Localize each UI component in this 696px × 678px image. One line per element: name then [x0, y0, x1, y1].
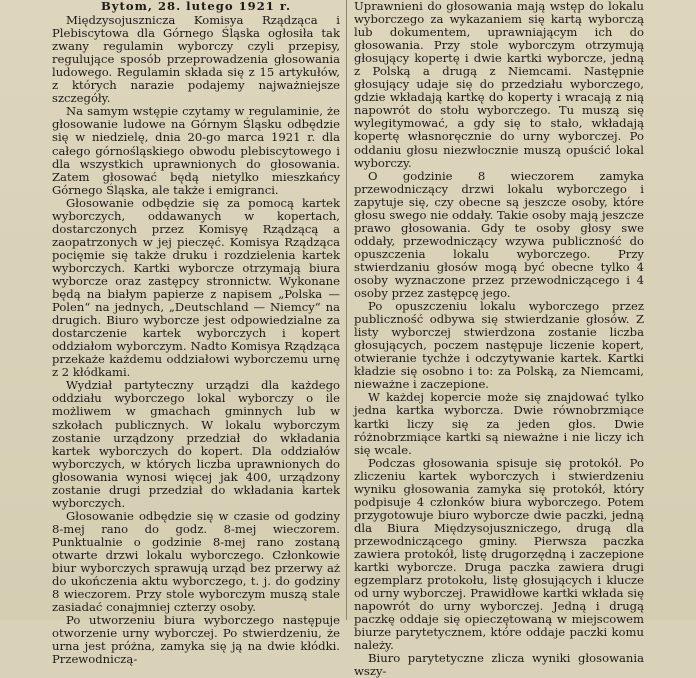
- right-column: [354, 0, 644, 678]
- column-divider: [346, 0, 347, 620]
- paragraph: Biuro parytetyczne zlicza wyniki głosowania wszy-: [354, 651, 644, 678]
- dateline: Bytom, 28. lutego 1921 r.: [101, 0, 291, 13]
- paragraph: Głosowanie odbędzie się w czasie od godziny 8-mej rano do godz. 8-mej wieczorem. Punktualnie o godzinie 8-mej rano zostaną otwarte drzwi lokalu wyborczego. Członkowie biur wyborczych sprawują urząd bez przerwy aż do ukończenia aktu wyborczego, t. j. do godziny 8 wieczorem. Przy stole wyborczym muszą stale zasiadać conajmniej czterzy osoby.: [52, 508, 340, 615]
- paragraph: Uprawnieni do głosowania mają wstęp do lokalu wyborczego za wykazaniem się kartą wyborczą lub dokumentem, uprawniającym ich do głosowania. Przy stole wyborczym otrzymują głosujący kopertę i dwie kartki wyborcze, jedną z Polską a drugą z Niemcami. Następnie głosujący udaje się do przedziału wyborczego, gdzie wkładają kartkę do koperty i wracają z nią napowrót do stołu wyborczego. Tu muszą się wylegitymować, a gdy się to stało, wkładają kopertę własnoręcznie do urny wyborczej. Po oddaniu głosu niezwłocznie muszą opuścić lokal wyborczy.: [354, 0, 644, 170]
- paragraph: Głosowanie odbędzie się za pomocą kartek wyborczych, oddawanych w kopertach, dostarczonych przez Komisyę Rządzącą a zaopatrzonych w jej pieczęć. Komisya Rządząca pocięmie się także druku i rozdzielenia kartek wyborczych. Kartki wyborcze otrzymają biura wyborcze oraz zastępcy stronnictw. Wykonane będą na białym papierze z napisem „Polska — Polen“ na jednych, „Deutschland — Niemcy“ na drugich. Biuro wyborcze jest odpowiedzialne za dostarczenie kartek wyborczych i kopert oddziałom wyborczym. Nadto Komisya Rządząca przekaże każdemu oddziałowi wyborczemu urnę z 2 kłódkami.: [52, 195, 340, 380]
- paragraph: Międzysojusznicza Komisya Rządząca i Plebiscytowa dla Górnego Śląska ogłosiła tak zwany regulamin wyborczy czyli przepisy, regulujące sposób przeprowadzenia głosowania ludowego. Regulamin składa się z 15 artykułów, z których narazie podajemy najważniejsze szczegóły.: [52, 13, 340, 106]
- paragraph: Podczas głosowania spisuje się protokół. Po zliczeniu kartek wyborczych i stwierdzeniu wyniku głosowania zamyka się protokół, który podpisuje 4 członków biura wyborczego. Potem przygotowuje biuro wyborcze dwie paczki, jedną dla Biura Międzysojuszniczego, drugą dla przewodniczącego gminy. Pierwsza paczka zawiera protokół, listę drugorzędną i zaczepione kartki wyborcze. Druga paczka zawiera drugi egzemplarz protokołu, listę głosujących i klucze od urny wyborczej. Prawidłowe kartki wkłada się napowrót do urny wyborczej. Jedną i drugą paczkę oddaje się opieczętowaną w miejscowem biurze parytetycznem, które oddaje paczki komu należy.: [354, 455, 644, 653]
- paragraph: O godzinie 8 wieczorem zamyka przewodniczący drzwi lokalu wyborczego i zapytuje się, czy obecne są jeszcze osoby, które głosu swego nie oddały. Takie osoby mają jeszcze prawo głosowania. Gdy te osoby głosy swe oddały, przewodniczący wzywa publiczność do opuszczenia lokalu wyborczego. Przy stwierdzaniu głosów mogą być obecne tylko 4 osoby wyznaczone przez przewodniczącego i 4 osoby przez zastępcę jego.: [354, 168, 644, 301]
- paragraph: Po opuszczeniu lokalu wyborczego przez publiczność odbywa się stwierdzanie głosów. Z listy wyborczej stwierdzona zostanie liczba głosujących, poczem następuje liczenie kopert, otwieranie tychże i odczytywanie kartek. Kartki kładzie się osobno i to: za Polską, za Niemcami, nieważne i zaczepione.: [354, 299, 644, 392]
- left-column: [52, 0, 340, 667]
- paragraph: Po utworzeniu biura wyborczego następuje otworzenie urny wyborczej. Po stwierdzeniu, że urna jest próżna, zamyka się ją na dwie kłódki. Przewodniczą-: [52, 613, 340, 667]
- paragraph: Wydział partyteczny urządzi dla każdego oddziału wyborczego lokal wyborczy o ile możliwem w gmachach gminnych lub w szkołach publicznych. W lokalu wyborczym zostanie urządzony przedział do wkładania kartek wyborczych do kopert. Dla oddziałów wyborczych, w których liczba uprawnionych do głosowania wynosi więcej jak 400, urządzony zostanie drugi przedział do wkładania kartek wyborczych.: [52, 378, 340, 510]
- paragraph: W każdej kopercie może się znajdować tylko jedna kartka wyborcza. Dwie równobrzmiące kartki liczy się za jeden głos. Dwie różnobrzmiące kartki są nieważne i nie liczy ich się wcale.: [354, 390, 644, 457]
- paragraph: Na samym wstępie czytamy w regulaminie, że głosowanie ludowe na Górnym Śląsku odbędzie się w niedzielę, dnia 20-go marca 1921 r. dla całego górnośląskiego obwodu plebiscytowego i dla wszystkich uprawnionych do głosowania. Zatem głosować będą nietylko mieszkańcy Górnego Śląska, ale także i emigranci.: [52, 104, 340, 197]
